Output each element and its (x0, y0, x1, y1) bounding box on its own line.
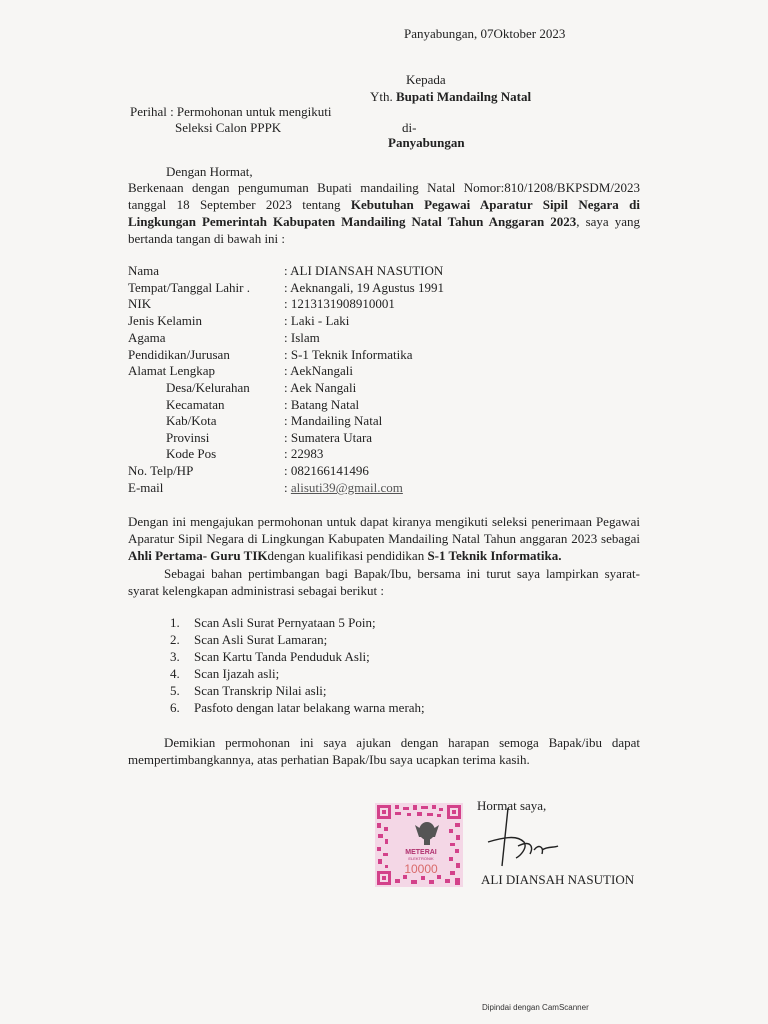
form-label: Tempat/Tanggal Lahir . (128, 280, 250, 295)
list-number: 3. (170, 649, 180, 664)
form-value: : S-1 Teknik Informatika (284, 347, 413, 362)
form-value: : Laki - Laki (284, 313, 350, 328)
form-label: Desa/Kelurahan (166, 380, 250, 395)
list-number: 6. (170, 700, 180, 715)
opening-text-a: Berkenaan dengan pengumuman Bupati mandailing Natal Nomor:810/1208/BKPSDM/2023 tanggal 18 September 2023 tentang (128, 180, 640, 212)
list-number: 1. (170, 615, 180, 630)
form-value: : Batang Natal (284, 397, 360, 412)
form-value: : Islam (284, 330, 320, 345)
form-label: Kecamatan (166, 397, 225, 412)
form-value: : 082166141496 (284, 463, 369, 478)
form-value: : 1213131908910001 (284, 296, 395, 311)
letter-date: Panyabungan, 07Oktober 2023 (404, 26, 566, 41)
form-value: : Aek Nangali (284, 380, 357, 395)
form-value: : Mandailing Natal (284, 413, 383, 428)
opening-paragraph (128, 179, 640, 247)
stamp-amount: 10000 (404, 862, 438, 876)
list-item (170, 666, 279, 682)
perihal-line2: Seleksi Calon PPPK (175, 120, 282, 135)
handwritten-signature (478, 806, 568, 876)
stamp-text-elektronik: ELEKTRONIK (408, 856, 434, 861)
attachments-intro-text: Sebagai bahan pertimbangan bagi Bapak/Ibu, bersama ini turut saya lampirkan syarat-syarat kelengkapan administrasi sebagai berikut : (128, 566, 640, 598)
list-item (170, 683, 327, 699)
email-prefix: : (284, 480, 291, 495)
meterai-stamp (375, 803, 463, 887)
recipient-kepada: Kepada (406, 72, 446, 87)
opening-text-c: , saya yang bertanda tangan di bawah ini : (128, 214, 640, 246)
email-link[interactable]: alisuti39@gmail.com (290, 480, 403, 495)
recipient-di: di- (402, 120, 417, 135)
application-text-c: dengan kualifikasi pendidikan (267, 548, 428, 563)
list-item (170, 649, 370, 665)
application-position: Ahli Pertama- Guru TIK (128, 548, 268, 563)
list-text: Pasfoto dengan latar belakang warna merah; (194, 700, 425, 715)
list-text: Scan Transkrip Nilai asli; (194, 683, 327, 698)
application-text-a: Dengan ini mengajukan permohonan untuk dapat kiranya mengikuti seleksi penerimaan Pegawai Aparatur Sipil Negara di Lingkungan Kabupaten Mandailing Natal Tahun anggaran 2023 sebagai (128, 514, 640, 546)
recipient-name: Bupati Mandailng Natal (396, 89, 532, 104)
form-label: Pendidikan/Jurusan (128, 347, 230, 362)
opening-text-bold: Kebutuhan Pegawai Aparatur Sipil Negara di Lingkungan Pemerintah Kabupaten Mandailing Natal Tahun Anggaran 2023 (128, 197, 640, 229)
form-label: Jenis Kelamin (128, 313, 203, 328)
form-value: : Sumatera Utara (284, 430, 373, 445)
attachments-intro (128, 565, 640, 599)
recipient-yth (370, 89, 531, 105)
application-paragraph (128, 513, 640, 564)
recipient-yth-prefix: Yth. (370, 89, 396, 104)
form-value: : ALI DIANSAH NASUTION (284, 263, 444, 278)
list-item (170, 615, 376, 631)
form-label: NIK (128, 296, 152, 311)
form-value: : AekNangali (284, 363, 353, 378)
recipient-city: Panyabungan (388, 135, 465, 150)
scanner-footer: Dipindai dengan CamScanner (482, 1003, 589, 1012)
form-value: : 22983 (284, 446, 324, 461)
list-number: 2. (170, 632, 180, 647)
list-item (170, 632, 327, 648)
stamp-text-meterai: METERAI (405, 849, 437, 856)
list-text: Scan Kartu Tanda Penduduk Asli; (194, 649, 370, 664)
form-label: Alamat Lengkap (128, 363, 215, 378)
perihal-line1: Perihal : Permohonan untuk mengikuti (130, 104, 332, 119)
meterai-stamp-graphic (375, 803, 463, 887)
form-label: Kab/Kota (166, 413, 217, 428)
closing-paragraph (128, 734, 640, 768)
salutation: Dengan Hormat, (166, 164, 253, 179)
signer-name: ALI DIANSAH NASUTION (481, 872, 635, 887)
form-label: Provinsi (166, 430, 210, 445)
list-text: Scan Asli Surat Pernyataan 5 Poin; (194, 615, 376, 630)
form-label: E-mail (128, 480, 164, 495)
form-value: : Aeknangali, 19 Agustus 1991 (284, 280, 444, 295)
form-label: Kode Pos (166, 446, 217, 461)
list-item (170, 700, 425, 716)
application-qualification: S-1 Teknik Informatika. (427, 548, 562, 563)
form-label: Nama (128, 263, 160, 278)
list-number: 5. (170, 683, 180, 698)
list-text: Scan Ijazah asli; (194, 666, 280, 681)
list-text: Scan Asli Surat Lamaran; (194, 632, 328, 647)
form-value (284, 480, 403, 496)
form-label: No. Telp/HP (128, 463, 194, 478)
form-label: Agama (128, 330, 166, 345)
closing-hormat: Hormat saya, (477, 798, 547, 813)
closing-text: Demikian permohonan ini saya ajukan dengan harapan semoga Bapak/ibu dapat mempertimbangkannya, atas perhatian Bapak/Ibu saya ucapkan terima kasih. (128, 735, 640, 767)
list-number: 4. (170, 666, 180, 681)
